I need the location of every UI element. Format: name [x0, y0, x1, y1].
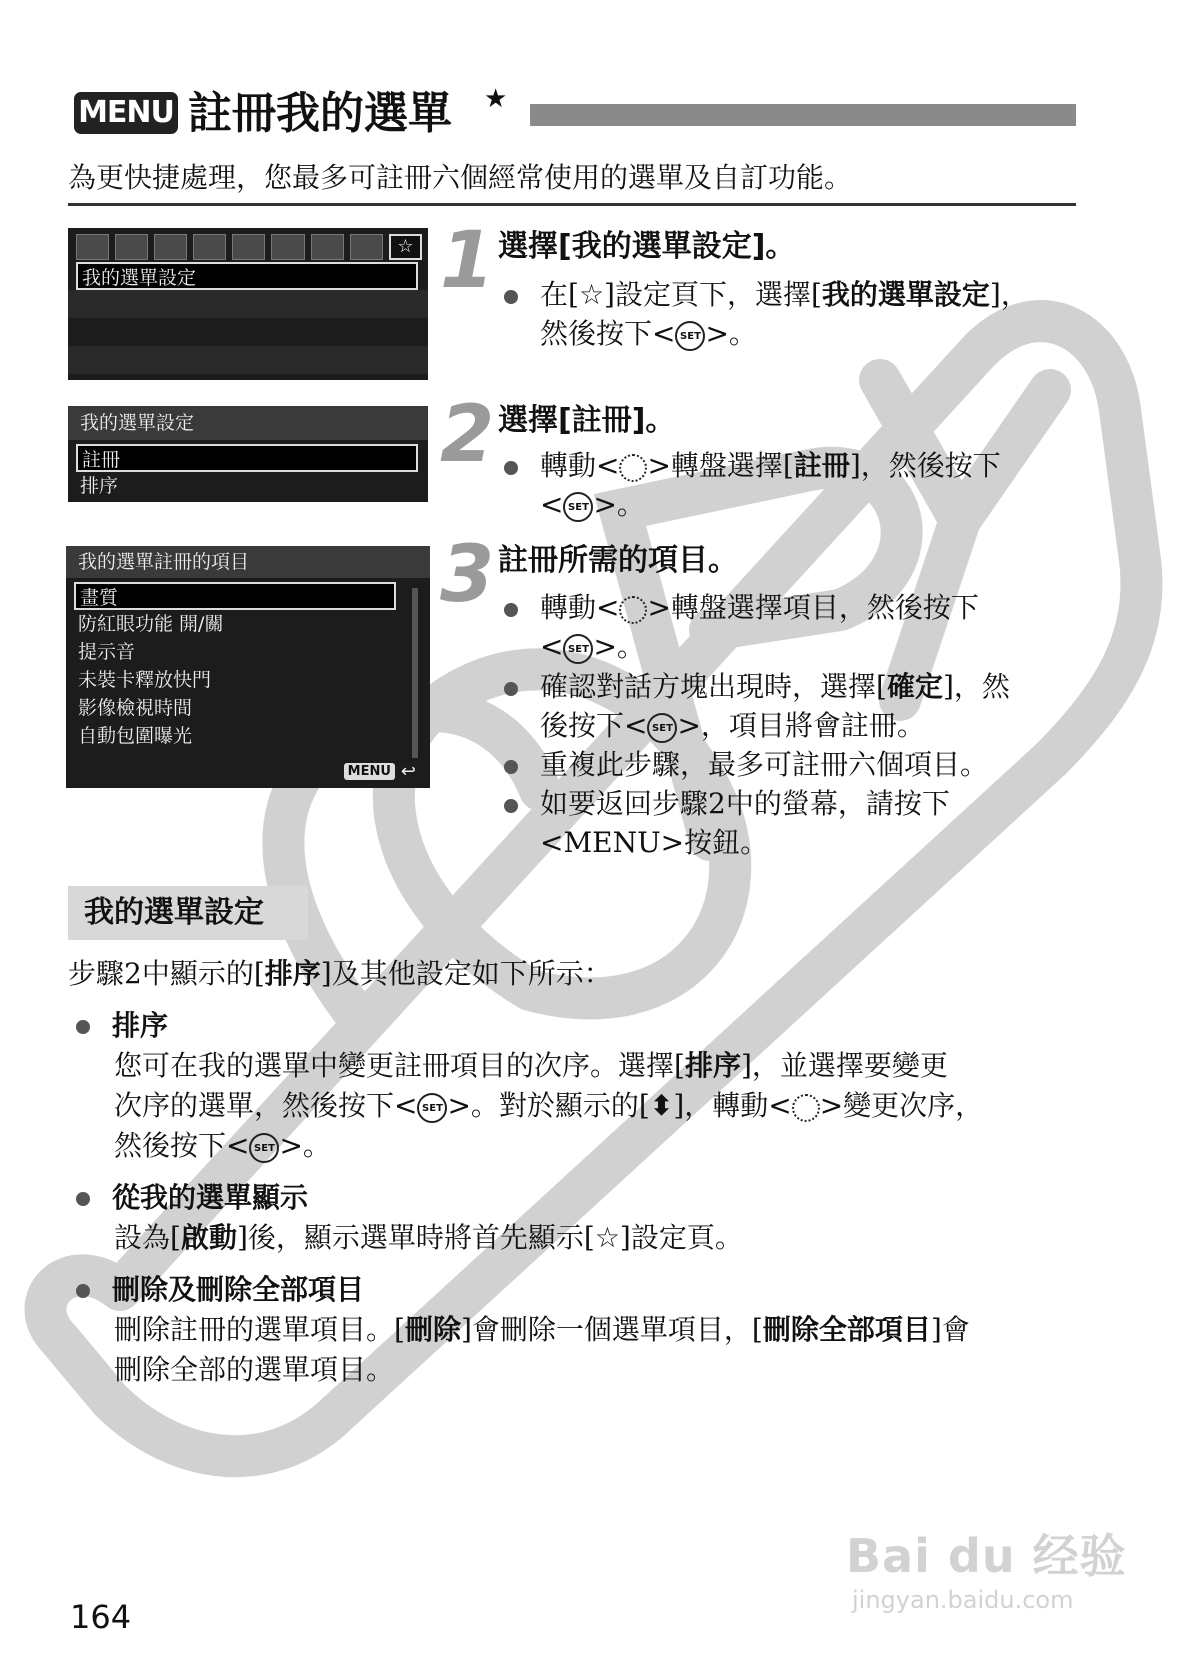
tab-icon	[115, 234, 148, 260]
tab-icon	[76, 234, 109, 260]
set-button-icon: SET	[647, 713, 677, 743]
my-menu-tab-icon: ☆	[389, 234, 422, 260]
set-button-icon: SET	[675, 321, 705, 351]
menu-tab-bar	[68, 228, 428, 260]
setting-item-text: 次序的選單，然後按下< SET >。對於顯示的[⬍]，轉動< >變更次序，	[114, 1089, 984, 1122]
baidu-url: jingyan.baidu.com	[852, 1586, 1074, 1614]
lcd-screen-1	[68, 228, 428, 380]
step-title: 選擇[註冊]。	[498, 403, 676, 438]
set-button-icon: SET	[563, 634, 593, 664]
bullet-item: 轉動< >轉盤選擇項目，然後按下	[504, 588, 979, 627]
step-number: 3	[440, 530, 495, 620]
bullet-dot	[504, 799, 518, 813]
lcd-row: 自動包圍曝光	[78, 725, 193, 747]
bullet-dot	[76, 1020, 90, 1034]
lcd-row: 影像檢視時間	[78, 697, 193, 719]
setting-item-text: 設為[啟動]後，顯示選單時將首先顯示[☆]設定頁。	[114, 1221, 743, 1254]
page-number: 164	[70, 1598, 132, 1636]
lcd-row: 未裝卡釋放快門	[78, 669, 212, 691]
lcd-row-selected: 畫質	[74, 582, 396, 610]
set-button-icon: SET	[417, 1093, 447, 1123]
section-intro: 步驟2中顯示的[排序]及其他設定如下所示：	[68, 957, 612, 990]
lcd-header: 我的選單設定	[68, 406, 428, 440]
setting-item-heading: 排序	[76, 1006, 168, 1046]
bullet-item: 重複此步驟，最多可註冊六個項目。	[504, 745, 988, 784]
lcd-blank-row	[68, 290, 428, 318]
menu-back-icon: MENU	[344, 763, 395, 780]
scrollbar	[412, 588, 418, 758]
step-title: 註冊所需的項目。	[498, 543, 738, 578]
bullet-continuation: <MENU>按鈕。	[540, 826, 769, 859]
menu-badge-icon: MENU	[74, 92, 178, 134]
title-bar-decoration	[530, 104, 1076, 126]
section-heading: 我的選單設定	[68, 886, 308, 940]
lcd-row-selected: 我的選單設定	[76, 262, 418, 290]
lcd-screen-2	[68, 406, 428, 502]
baidu-brand: Bai du 经验	[846, 1529, 1127, 1583]
dial-icon	[792, 1094, 820, 1122]
bullet-continuation: < SET >。	[540, 630, 645, 663]
tab-icon	[271, 234, 304, 260]
bullet-dot	[504, 461, 518, 475]
step-title: 選擇[我的選單設定]。	[498, 229, 796, 264]
bullet-dot	[504, 682, 518, 696]
setting-item-heading: 從我的選單顯示	[76, 1178, 308, 1218]
bullet-item: 確認對話方塊出現時，選擇[確定]，然	[504, 667, 1010, 706]
lcd-blank-row	[68, 318, 428, 346]
bullet-dot	[76, 1284, 90, 1298]
bullet-dot	[504, 603, 518, 617]
setting-item-text: 然後按下< SET >。	[114, 1129, 331, 1162]
lcd-row: 提示音	[78, 641, 136, 663]
lcd-row: 排序	[80, 475, 119, 497]
lcd-row-selected: 註冊	[76, 444, 418, 472]
bullet-item: 轉動< >轉盤選擇[註冊]，然後按下	[504, 446, 1001, 485]
return-arrow-icon: ↩	[400, 761, 416, 782]
setting-item-text: 刪除註冊的選單項目。[刪除]會刪除一個選單項目，[刪除全部項目]會	[114, 1313, 970, 1346]
bullet-item: 在[☆]設定頁下，選擇[我的選單設定]，	[504, 275, 1029, 314]
dial-icon	[619, 596, 647, 624]
tab-icon	[193, 234, 226, 260]
tab-icon	[154, 234, 187, 260]
setting-item-heading: 刪除及刪除全部項目	[76, 1270, 364, 1310]
lcd-header: 我的選單註冊的項目	[66, 546, 430, 578]
tab-icon	[311, 234, 344, 260]
bullet-continuation: < SET >。	[540, 488, 645, 521]
tab-icon	[232, 234, 265, 260]
setting-item-text: 您可在我的選單中變更註冊項目的次序。選擇[排序]，並選擇要變更	[114, 1049, 948, 1082]
intro-text: 為更快捷處理，您最多可註冊六個經常使用的選單及自訂功能。	[68, 161, 853, 194]
dial-icon	[619, 454, 647, 482]
bullet-dot	[504, 760, 518, 774]
lcd-row: 防紅眼功能 開/關	[78, 613, 224, 635]
set-button-icon: SET	[249, 1133, 279, 1163]
step-number: 1	[440, 216, 495, 306]
bullet-dot	[76, 1192, 90, 1206]
lcd-footer	[344, 761, 416, 782]
page-title: 註冊我的選單	[188, 88, 452, 139]
lcd-list	[66, 582, 430, 750]
bullet-continuation: 後按下< SET >，項目將會註冊。	[540, 709, 925, 742]
bullet-dot	[504, 290, 518, 304]
up-down-icon: ⬍	[649, 1089, 674, 1122]
baidu-watermark-logo	[846, 1520, 1127, 1614]
my-menu-icon: ☆	[594, 1221, 620, 1254]
setting-item-text: 刪除全部的選單項目。	[114, 1353, 395, 1386]
set-button-icon: SET	[563, 492, 593, 522]
bullet-continuation: 然後按下< SET >。	[540, 317, 757, 350]
lcd-screen-3	[66, 546, 430, 788]
divider	[68, 203, 1076, 206]
lcd-blank-row	[68, 346, 428, 374]
step-number: 2	[440, 390, 495, 480]
bullet-item: 如要返回步驟2中的螢幕，請按下	[504, 784, 950, 823]
star-icon: ★	[484, 84, 508, 114]
my-menu-icon: ☆	[578, 278, 605, 311]
tab-icon	[350, 234, 383, 260]
